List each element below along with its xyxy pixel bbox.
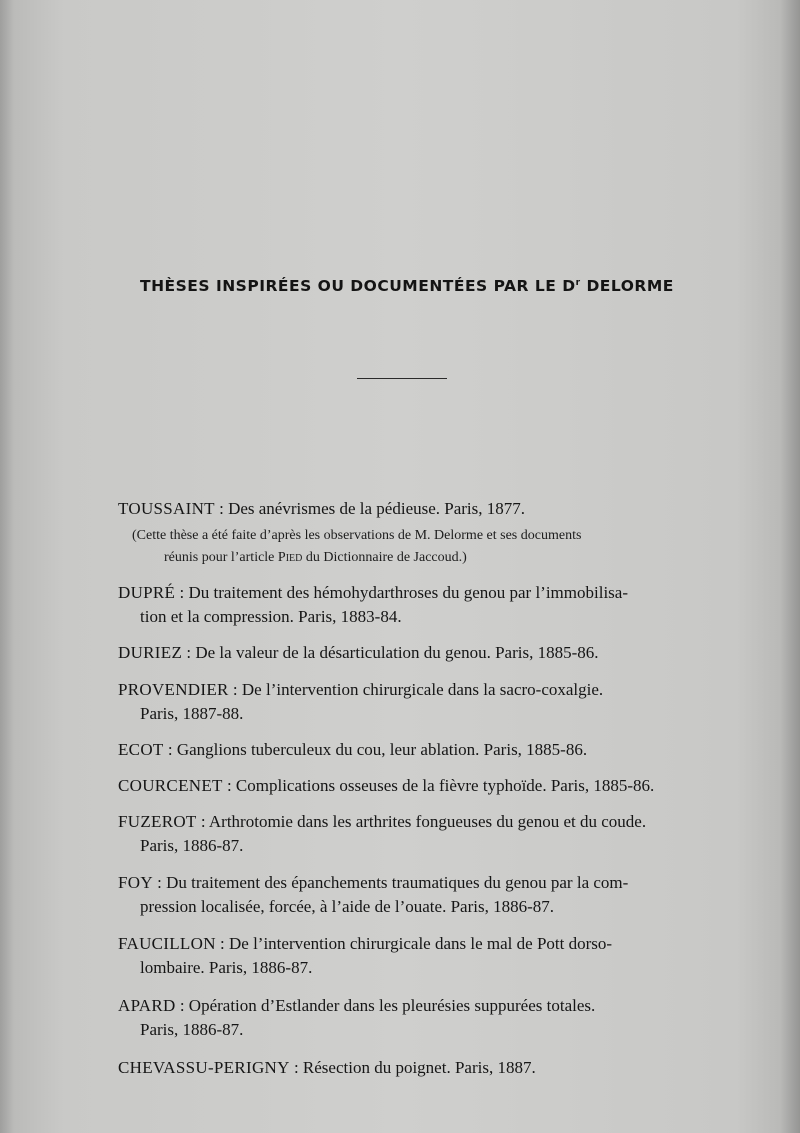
thesis-entry [118, 1056, 696, 1080]
entry-continuation: Paris, 1886-87. [140, 836, 244, 855]
entry-title: : Opération d’Estlander dans les pleurésies suppurées totales. [175, 996, 596, 1015]
entry-title: : De l’intervention chirurgicale dans le mal de Pott dorso- [215, 934, 613, 953]
note-line-2 [132, 547, 696, 569]
entry-line [118, 810, 696, 834]
thesis-entry [118, 994, 696, 1042]
thesis-entry [118, 738, 696, 762]
entry-author: COURCENET [118, 776, 223, 795]
heading-surname: DELORME [580, 277, 674, 295]
entry-continuation: lombaire. Paris, 1886-87. [140, 958, 313, 977]
section-heading [140, 277, 674, 295]
entry-continuation: pression localisée, forcée, à l’aide de l’ouate. Paris, 1886-87. [140, 897, 554, 916]
entry-title: : De l’intervention chirurgicale dans la sacro-coxalgie. [228, 680, 604, 699]
entry-author: CHEVASSU-PERIGNY [118, 1058, 290, 1077]
thesis-entry [118, 497, 696, 569]
thesis-entry [118, 581, 696, 629]
thesis-entry [118, 641, 696, 665]
entry-title: : De la valeur de la désarticulation du genou. Paris, 1885-86. [182, 643, 599, 662]
entry-title: : Ganglions tuberculeux du cou, leur ablation. Paris, 1885-86. [163, 740, 588, 759]
entry-title: : Complications osseuses de la fièvre typhoïde. Paris, 1885-86. [222, 776, 655, 795]
entry-author: DURIEZ [118, 643, 183, 662]
entry-continuation: Paris, 1886-87. [140, 1020, 244, 1039]
entry-line [118, 497, 696, 521]
entry-line [118, 641, 696, 665]
page-edge-shadow-right [780, 0, 800, 1133]
entry-title: : Résection du poignet. Paris, 1887. [289, 1058, 536, 1077]
note-text: réunis pour l’article [164, 550, 278, 565]
entry-author: APARD [118, 996, 176, 1015]
thesis-entry [118, 810, 696, 858]
entry-line [118, 738, 696, 762]
entry-line [118, 871, 696, 895]
thesis-entry [118, 932, 696, 980]
note-line-1: (Cette thèse a été faite d’après les observations de M. Delorme et ses documents [132, 528, 582, 543]
entry-line [118, 932, 696, 956]
thesis-entry [118, 678, 696, 726]
entry-author: TOUSSAINT [118, 499, 215, 518]
entry-title: : Du traitement des épanchements traumatiques du genou par la com- [152, 873, 629, 892]
thesis-entry [118, 774, 696, 798]
entry-title: : Des anévrismes de la pédieuse. Paris, 1877. [214, 499, 526, 518]
entry-continuation: tion et la compression. Paris, 1883-84. [140, 607, 402, 626]
entry-author: ECOT [118, 740, 164, 759]
entry-note [118, 525, 696, 569]
note-smallcaps-word: Pied [277, 550, 303, 565]
thesis-entry [118, 871, 696, 919]
entry-line [118, 994, 696, 1018]
entry-continuation: Paris, 1887-88. [140, 704, 244, 723]
heading-divider [357, 378, 447, 379]
entry-line [118, 581, 696, 605]
entry-title: : Du traitement des hémohydarthroses du genou par l’immobilisa- [175, 583, 628, 602]
entry-author: FAUCILLON [118, 934, 216, 953]
entry-author: DUPRÉ [118, 583, 176, 602]
heading-superscript: r [575, 278, 581, 288]
thesis-list [118, 497, 696, 1080]
entry-author: FUZEROT [118, 812, 197, 831]
note-text-end: du Dictionnaire de Jaccoud.) [302, 550, 467, 565]
heading-main: THÈSES INSPIRÉES OU DOCUMENTÉES PAR LE D [140, 277, 576, 295]
entry-title: : Arthrotomie dans les arthrites fongueuses du genou et du coude. [196, 812, 647, 831]
entry-line [118, 678, 696, 702]
page-edge-shadow-left [0, 0, 14, 1133]
entry-author: PROVENDIER [118, 680, 229, 699]
entry-line [118, 1056, 696, 1080]
entry-author: FOY [118, 873, 153, 892]
entry-line [118, 774, 696, 798]
